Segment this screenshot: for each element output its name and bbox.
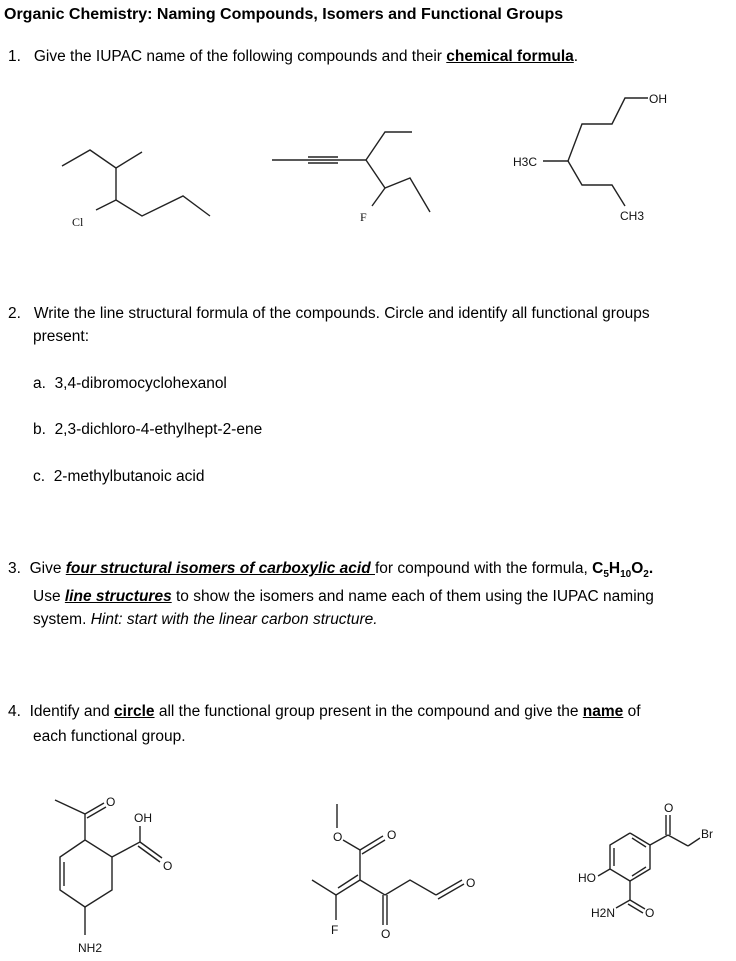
q2-item-b xyxy=(33,419,262,440)
svg-text:O: O xyxy=(664,801,674,815)
svg-text:O: O xyxy=(106,795,116,809)
q3-number: 3. xyxy=(8,560,21,577)
q4-text-mid: all the functional group present in the compound and give the xyxy=(154,703,583,720)
item-letter: c. xyxy=(33,468,46,485)
q1-emphasis: chemical formula xyxy=(446,48,574,65)
q1-molecule-3 xyxy=(513,92,667,223)
item-name: 2,3-dichloro-4-ethylhept-2-ene xyxy=(54,421,263,438)
q2-item-a xyxy=(33,373,227,394)
q4-molecule-b xyxy=(312,804,475,941)
question-2 xyxy=(8,303,650,324)
q3-emphasis-2: line structures xyxy=(64,588,172,605)
q2-text: Write the line structural formula of the compounds. Circle and identify all functional groups xyxy=(33,305,650,322)
svg-text:H2N: H2N xyxy=(591,906,616,920)
q1-number: 1. xyxy=(8,48,21,65)
q4-line2: each functional group. xyxy=(33,728,186,745)
q4-number: 4. xyxy=(8,703,21,720)
svg-text:Br: Br xyxy=(701,827,713,841)
q3-line2 xyxy=(33,586,654,607)
svg-text:Cl: Cl xyxy=(72,215,84,229)
svg-text:O: O xyxy=(163,859,173,873)
q2-number: 2. xyxy=(8,305,21,322)
svg-text:OH: OH xyxy=(649,92,667,106)
q4-text-pre: Identify and xyxy=(29,703,115,720)
svg-text:HO: HO xyxy=(578,871,596,885)
q3-line3-text: system. xyxy=(33,611,91,628)
svg-text:O: O xyxy=(333,830,343,844)
item-letter: a. xyxy=(33,375,46,392)
svg-text:F: F xyxy=(360,210,367,224)
question-4 xyxy=(8,701,641,722)
q3-line2-post: to show the isomers and name each of them using the IUPAC naming xyxy=(171,588,654,605)
svg-text:H3C: H3C xyxy=(513,155,538,169)
svg-text:O: O xyxy=(645,906,655,920)
q3-line3 xyxy=(33,609,378,630)
question-3 xyxy=(8,558,653,585)
q4-emphasis-1: circle xyxy=(114,703,155,720)
formula: $C_5H_{10}O_2$. xyxy=(592,560,654,581)
page-title: Organic Chemistry: Naming Compounds, Isomers and Functional Groups xyxy=(4,6,564,23)
svg-text:F: F xyxy=(331,923,339,937)
svg-text:O: O xyxy=(466,876,476,890)
q4-emphasis-2: name xyxy=(582,703,624,720)
svg-text:OH: OH xyxy=(134,811,152,825)
q1-text: Give the IUPAC name of the following compounds and their xyxy=(33,48,447,65)
q3-line2-pre: Use xyxy=(33,588,65,605)
q3-text-mid: for compound with the formula, xyxy=(375,560,593,577)
q1-molecule-1 xyxy=(62,150,210,229)
q1-end: . xyxy=(573,48,579,65)
svg-text:O: O xyxy=(381,927,391,941)
q4-text-post: of xyxy=(623,703,641,720)
q4-molecule-a xyxy=(55,795,172,955)
item-name: 3,4-dibromocyclohexanol xyxy=(54,375,227,392)
q3-hint: Hint: start with the linear carbon structure. xyxy=(90,611,378,628)
svg-text:O: O xyxy=(387,828,397,842)
svg-text:CH3: CH3 xyxy=(620,209,645,223)
q2-text-line2: present: xyxy=(33,328,90,345)
svg-text:NH2: NH2 xyxy=(78,941,103,955)
q3-text: Give xyxy=(29,560,66,577)
q2-item-c xyxy=(33,466,204,487)
q4-molecule-c xyxy=(578,801,713,920)
q1-molecule-2 xyxy=(272,132,430,224)
q3-emphasis-1: four structural isomers of carboxylic acid xyxy=(65,560,375,577)
item-letter: b. xyxy=(33,421,46,438)
item-name: 2-methylbutanoic acid xyxy=(53,468,205,485)
